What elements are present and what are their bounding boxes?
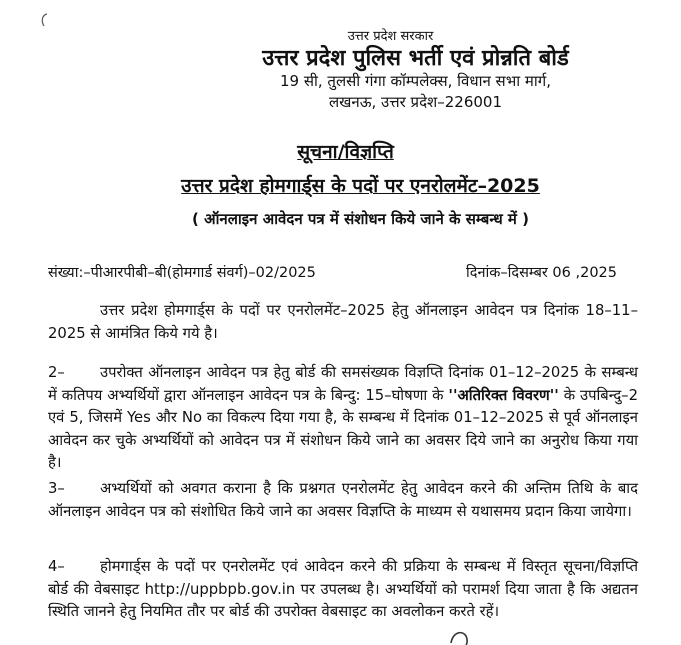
subject-subtitle: ( ऑनलाइन आवेदन पत्र में संशोधन किये जाने के सम्बन्ध में ) <box>192 210 529 228</box>
paragraph-3-text: अभ्यर्थियों को अवगत कराना है कि प्रश्नगत एनरोलमेंट हेतु आवेदन करने की अन्तिम तिथि के बाद ऑनलाइन आवेदन पत्र को संशोधित किये जाने का अवसर विज्ञप्ति के माध्यम से यथासमय प्रदान किया जायेगा। <box>48 480 638 520</box>
paragraph-2-bold-term: ''अतिरिक्त विवरण'' <box>448 386 559 404</box>
paragraph-2-text-a: उपरोक्त ऑनलाइन आवेदन पत्र हेतु बोर्ड की समसंख्यक विज्ञप्ति दिनांक 01–12–2025 के सम्बन्ध में कतिपय अभ्यर्थियों द्वारा ऑनलाइन आवेदन पत्र के बिन्दु: 15–घोषणा के <box>48 364 638 404</box>
paragraph-4-text: होमगार्ड्स के पदों पर एनरोलमेंट एवं आवेदन करने की प्रक्रिया के सम्बन्ध में विस्तृत सूचना/विज्ञप्ति बोर्ड की वेबसाइट http://uppbpb.gov.in पर उपलब्ध है। अभ्यर्थियों को परामर्श दिया जाता है कि अद्यतन स्थिति जानने हेतु नियमित तौर पर बोर्ड की उपरोक्त वेबसाइट का अवलोकन करते रहें। <box>48 558 638 620</box>
paragraph-1: उत्तर प्रदेश होमगार्ड्स के पदों पर एनरोलमेंट–2025 हेतु ऑनलाइन आवेदन पत्र दिनांक 18–11–2025 से आमंत्रित किये गये है। <box>48 302 638 342</box>
reference-date: दिनांक–दिसम्बर 06 ,2025 <box>466 265 618 281</box>
paragraph-3-number: 3– <box>48 480 65 497</box>
notice-heading: सूचना/विज्ञप्ति <box>297 141 394 163</box>
signature-mark <box>448 628 472 645</box>
government-name: उत्तर प्रदेश सरकार <box>347 29 434 44</box>
address-line-1: 19 सी, तुलसी गंगा कॉम्पलेक्स, विधान सभा मार्ग, <box>280 72 551 90</box>
paragraph-3 <box>48 478 638 523</box>
subject-title: उत्तर प्रदेश होमगार्ड्स के पदों पर एनरोलमेंट–2025 <box>181 175 540 197</box>
reference-number: संख्या:–पीआरपीबी–बी(होमगार्ड संवर्ग)–02/2025 <box>48 265 316 281</box>
paragraph-4-number: 4– <box>48 558 65 575</box>
paragraph-2-number: 2– <box>48 364 65 381</box>
paragraph-2-text-b: के उपबिन्दु–2 एवं 5, जिसमें Yes और No का विकल्प दिया गया है, के सम्बन्ध में दिनांक 01–12–2025 से पूर्व ऑनलाइन आवेदन कर चुके अभ्यर्थियों को आवेदन पत्र में संशोधन किये जाने का अवसर दिये जाने का अनुरोध किया गया है। <box>48 386 638 471</box>
paragraph-2 <box>48 362 638 475</box>
paragraph-4 <box>48 556 638 624</box>
board-name: उत्तर प्रदेश पुलिस भर्ती एवं प्रोन्नति बोर्ड <box>262 46 569 71</box>
address-line-2: लखनऊ, उत्तर प्रदेश–226001 <box>328 93 503 111</box>
